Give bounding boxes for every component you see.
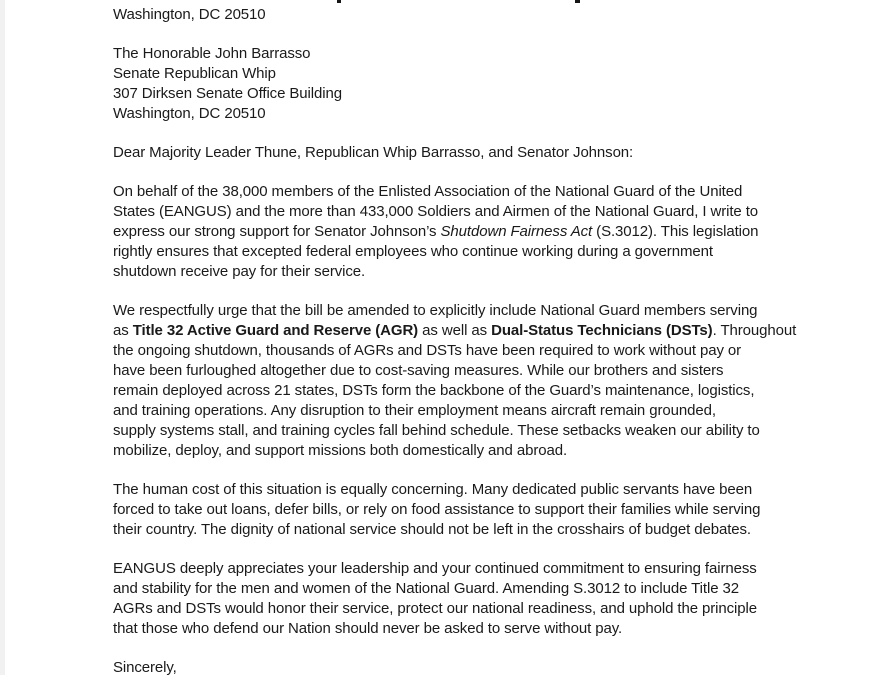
bold-text-run: Dual-Status Technicians (DSTs) <box>491 322 713 339</box>
text-run: forced to take out loans, defer bills, or rely on food assistance to support their families while serving <box>113 501 761 518</box>
text-run: remain deployed across 21 states, DSTs form the backbone of the Guard’s maintenance, logistics, <box>113 382 755 399</box>
text-line <box>113 44 883 64</box>
text-line <box>113 84 883 104</box>
text-run: . Throughout <box>712 322 797 339</box>
letter-page <box>113 5 883 678</box>
text-run: AGRs and DSTs would honor their service, protect our national readiness, and uphold the principle <box>113 600 758 617</box>
text-line <box>113 104 883 124</box>
bold-text-run: Title 32 Active Guard and Reserve (AGR) <box>132 322 419 339</box>
text-run: 307 Dirksen Senate Office Building <box>113 85 342 102</box>
text-run: The human cost of this situation is equally concerning. Many dedicated public servants have been <box>113 481 753 498</box>
text-line <box>113 5 883 25</box>
text-run: The Honorable John Barrasso <box>113 45 311 62</box>
text-run: mobilize, deploy, and support missions both domestically and abroad. <box>113 442 568 459</box>
text-run: and stability for the men and women of the National Guard. Amending S.3012 to include Title 32 <box>113 580 739 597</box>
body-paragraph-support <box>113 182 883 282</box>
text-line <box>113 480 883 500</box>
text-run: Senate Republican Whip <box>113 65 276 82</box>
text-run: as well as <box>418 322 492 339</box>
text-run: shutdown receive pay for their service. <box>113 263 366 280</box>
closing <box>113 658 883 678</box>
text-line <box>113 421 883 441</box>
sender-address-block-partial <box>113 5 883 25</box>
text-run: States (EANGUS) and the more than 433,000 Soldiers and Airmen of the National Guard, I write to <box>113 203 759 220</box>
text-line <box>113 64 883 84</box>
text-run: EANGUS deeply appreciates your leadership and your continued commitment to ensuring fairness <box>113 560 757 577</box>
text-run: Washington, DC 20510 <box>113 6 266 23</box>
text-line <box>113 262 883 282</box>
text-line <box>113 242 883 262</box>
clipped-text-fragment <box>337 0 341 3</box>
text-line <box>113 559 883 579</box>
body-paragraph-appreciation <box>113 559 883 639</box>
text-line <box>113 182 883 202</box>
text-line <box>113 381 883 401</box>
text-run: Washington, DC 20510 <box>113 105 266 122</box>
text-run: rightly ensures that excepted federal employees who continue working during a government <box>113 243 713 260</box>
text-run: (S.3012). This legislation <box>592 223 759 240</box>
text-run: supply systems stall, and training cycles fall behind schedule. These setbacks weaken our ability to <box>113 422 760 439</box>
text-run: Sincerely, <box>113 659 177 676</box>
text-line <box>113 321 883 341</box>
text-line <box>113 658 883 678</box>
text-run: and training operations. Any disruption to their employment means aircraft remain grounded, <box>113 402 716 419</box>
text-run: that those who defend our Nation should never be asked to serve without pay. <box>113 620 623 637</box>
clipped-text-fragment <box>575 0 580 3</box>
text-line <box>113 341 883 361</box>
text-line <box>113 401 883 421</box>
text-line <box>113 441 883 461</box>
text-line <box>113 599 883 619</box>
body-paragraph-amendment <box>113 301 883 461</box>
body-paragraph-human-cost <box>113 480 883 540</box>
italic-text-run: Shutdown Fairness Act <box>440 223 593 240</box>
text-line <box>113 143 883 163</box>
text-run: On behalf of the 38,000 members of the Enlisted Association of the National Guard of the United <box>113 183 743 200</box>
salutation <box>113 143 883 163</box>
text-run: Dear Majority Leader Thune, Republican Whip Barrasso, and Senator Johnson: <box>113 144 634 161</box>
text-line <box>113 222 883 242</box>
text-line <box>113 619 883 639</box>
recipient-address-block <box>113 44 883 124</box>
text-run: express our strong support for Senator Johnson’s <box>113 223 441 240</box>
text-line <box>113 301 883 321</box>
text-run: the ongoing shutdown, thousands of AGRs and DSTs have been required to work without pay or <box>113 342 742 359</box>
text-line <box>113 500 883 520</box>
text-run: We respectfully urge that the bill be amended to explicitly include National Guard members serving <box>113 302 758 319</box>
document-canvas-edge <box>0 0 5 675</box>
text-run: have been furloughed altogether due to cost-saving measures. While our brothers and sisters <box>113 362 724 379</box>
text-line <box>113 361 883 381</box>
text-run: as <box>113 322 133 339</box>
text-line <box>113 520 883 540</box>
text-line <box>113 202 883 222</box>
text-line <box>113 579 883 599</box>
text-run: their country. The dignity of national service should not be left in the crosshairs of budget debates. <box>113 521 751 538</box>
